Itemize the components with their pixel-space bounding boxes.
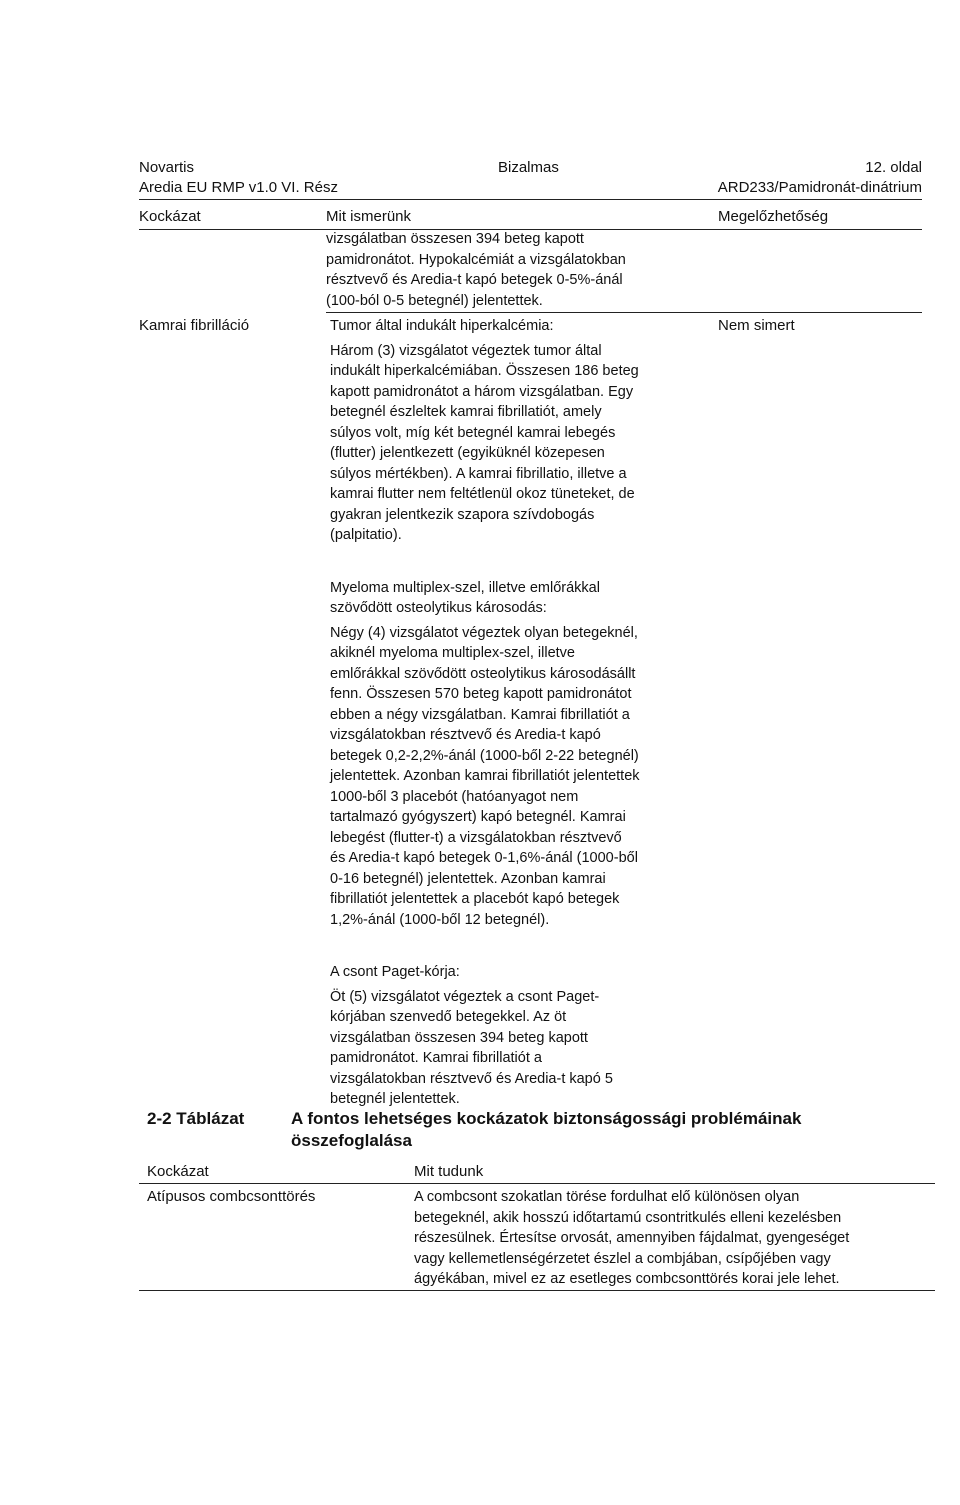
- table2-col-risk: Kockázat: [147, 1163, 209, 1180]
- header-company: Novartis: [139, 159, 195, 176]
- text-line: kamrai flutter nem feltétlenül okoz tüneteket, de: [330, 486, 635, 502]
- table1-risk-cell: Kamrai fibrilláció: [139, 317, 250, 334]
- text-line: súlyos volt, míg két betegnél kamrai lebegés: [330, 424, 616, 441]
- text-line: lebegést (flutter-t) a vizsgálatokban résztvevő: [330, 829, 622, 846]
- text-line: pamidronátot. Kamrai fibrillatiót a: [330, 1050, 542, 1066]
- text-line: Öt (5) vizsgálatot végeztek a csont Paget-: [330, 988, 600, 1005]
- text-line: és Aredia-t kapó betegek 0-1,6%-ánál (1000-ből: [330, 850, 638, 866]
- text-line: Négy (4) vizsgálatot végeztek olyan betegeknél,: [330, 624, 638, 641]
- text-line: betegek 0,2-2,2%-ánál (1000-ből 2-22 betegnél): [330, 747, 639, 764]
- text-line: 1000-ből 3 placebót (hatóanyagot nem: [330, 788, 579, 805]
- text-line: vizsgálatban összesen 394 beteg kapott: [330, 1029, 588, 1046]
- table2-col-known: Mit tudunk: [414, 1163, 484, 1180]
- table2-title-line: összefoglalása: [291, 1131, 412, 1150]
- section-title: szövődött osteolytikus károsodás:: [330, 600, 547, 616]
- table2-known-cell: [414, 1187, 849, 1290]
- table2-header-rule: [139, 1183, 935, 1184]
- text-line: jelentettek. Azonban kamrai fibrillatiót jelentettek: [330, 768, 640, 784]
- table2-title: [291, 1108, 801, 1152]
- header-product: ARD233/Pamidronát-dinátrium: [717, 179, 922, 196]
- text-line: vagy kellemetlenségérzetet észlel a combjában, csípőjében vagy: [414, 1250, 831, 1267]
- text-line: emlőrákkal szövődött osteolytikus károsodásállt: [330, 665, 636, 682]
- table1-col-preventability: Megelőzhetőség: [718, 208, 829, 225]
- table1-col-known: Mit ismerünk: [326, 208, 412, 225]
- text-line: vizsgálatokban résztvevő és Aredia-t kapó 5: [330, 1070, 613, 1087]
- table1-row-rule: [326, 312, 922, 313]
- text-line: pamidronátot. Hypokalcémiát a vizsgálatokban: [326, 251, 626, 268]
- text-line: fenn. Összesen 570 beteg kapott pamidronátot: [330, 686, 632, 702]
- table1-known-cell: [330, 316, 710, 1110]
- section-myeloma: [330, 578, 710, 931]
- header-document: Aredia EU RMP v1.0 VI. Rész: [139, 179, 338, 196]
- table2-label: 2-2 Táblázat: [147, 1109, 245, 1128]
- section-paget: [330, 962, 710, 1110]
- text-line: ebben a négy vizsgálatban. Kamrai fibrillatiót a: [330, 706, 630, 723]
- text-line: vizsgálatban összesen 394 beteg kapott: [326, 231, 584, 247]
- text-line: betegnél észleltek kamrai fibrillatiót, amely: [330, 404, 602, 420]
- table2-risk-cell: Atípusos combcsonttörés: [147, 1188, 316, 1205]
- text-line: 1,2%-ánál (1000-ből 12 betegnél).: [330, 911, 550, 928]
- text-line: Három (3) vizsgálatot végeztek tumor által: [330, 342, 602, 359]
- text-line: fibrillatiót jelentettek a placebót kapó betegek: [330, 891, 620, 907]
- header-rule: [139, 199, 922, 200]
- table1-continued-cell: [326, 229, 626, 311]
- section-tumor: [330, 316, 710, 546]
- text-line: kórjában szenvedő betegekkel. Az öt: [330, 1009, 567, 1025]
- text-line: A combcsont szokatlan törése fordulhat elő különösen olyan: [414, 1189, 800, 1205]
- table1-preventability-cell: Nem simert: [718, 317, 795, 334]
- header-page: 12. oldal: [865, 159, 922, 176]
- section-title: Myeloma multiplex-szel, illetve emlőrákkal: [330, 579, 600, 596]
- text-line: tartalmazó gyógyszert) kapó betegnél. Kamrai: [330, 809, 626, 825]
- text-line: akiknél myeloma multiplex-szel, illetve: [330, 645, 575, 661]
- text-line: (palpitatio).: [330, 527, 402, 543]
- text-line: ágyékában, mivel ez az esetleges combcsonttörés korai jele lehet.: [414, 1271, 840, 1287]
- text-line: indukált hiperkalcémiában. Összesen 186 beteg: [330, 363, 639, 379]
- text-line: (flutter) jelentkezett (egyiküknél közepesen: [330, 445, 605, 461]
- text-line: súlyos mértékben). A kamrai fibrillatio, illetve a: [330, 465, 627, 482]
- text-line: kapott pamidronátot a három vizsgálatban. Egy: [330, 383, 634, 400]
- text-line: gyakran jelentkezik szapora szívdobogás: [330, 506, 595, 523]
- text-line: 0-16 betegnél) jelentettek. Azonban kamrai: [330, 870, 606, 887]
- text-line: résztvevő és Aredia-t kapó betegek 0-5%-ánál: [326, 272, 623, 288]
- text-line: betegnél jelentettek.: [330, 1091, 460, 1107]
- table2-title-line: A fontos lehetséges kockázatok biztonságossági problémáinak: [291, 1109, 802, 1128]
- header-confidentiality: Bizalmas: [498, 159, 559, 176]
- text-line: vizsgálatokban résztvevő és Aredia-t kapó: [330, 727, 601, 743]
- section-title: A csont Paget-kórja:: [330, 964, 460, 980]
- table1-col-risk: Kockázat: [139, 208, 201, 225]
- table2-bottom-rule: [139, 1290, 935, 1291]
- section-title: Tumor által indukált hiperkalcémia:: [330, 318, 554, 334]
- text-line: (100-ból 0-5 betegnél) jelentettek.: [326, 292, 543, 309]
- text-line: részesülnek. Értesítse orvosát, amennyiben fájdalmat, gyengeséget: [414, 1230, 850, 1246]
- text-line: betegeknél, akik hosszú időtartamú csontritkulés elleni kezelésben: [414, 1209, 842, 1226]
